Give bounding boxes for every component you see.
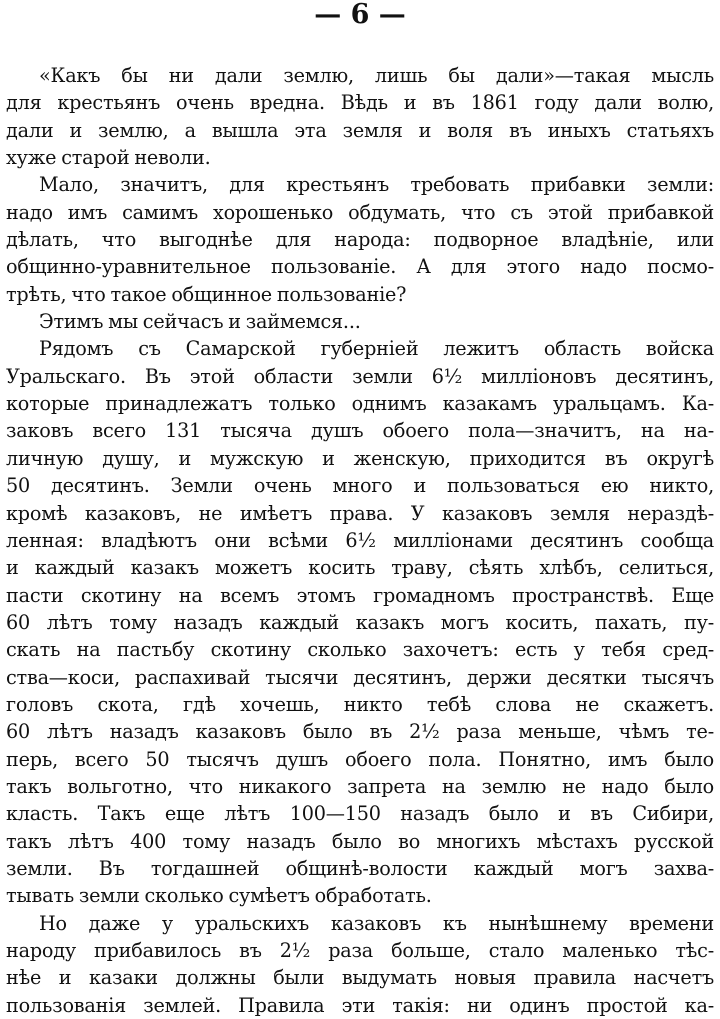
text-line: общинно-уравнительное пользованіе. А для этого надо посмо-	[6, 255, 714, 279]
text-line: личную душу, и мужскую и женскую, приходится въ округѣ	[6, 446, 714, 470]
text-line: перь, всего 50 тысячъ душъ обоего пола. Понятно, имъ было	[6, 747, 714, 771]
body-text	[6, 62, 714, 1019]
text-line: нѣе и казаки должны были выдумать новыя правила насчетъ	[6, 966, 714, 990]
text-line: ства—коси, распахивай тысячи десятинъ, держи десятки тысячъ	[6, 665, 714, 689]
text-line: тывать земли сколько сумѣетъ обработать.	[6, 884, 432, 908]
text-line: народу прибавилось въ 2½ раза больше, стало маленько тѣс-	[6, 939, 714, 962]
text-line: Этимъ мы сейчасъ и займемся...	[39, 310, 361, 334]
text-line: ленная: владѣютъ они всѣми 6½ милліонами десятинъ сообща	[6, 528, 714, 552]
text-line: 60 лѣтъ тому назадъ каждый казакъ могъ косить, пахать, пу-	[6, 610, 714, 634]
text-line: «Какъ бы ни дали землю, лишь бы дали»—такая мысль	[39, 64, 714, 87]
text-line: Мало, значитъ, для крестьянъ требовать прибавки земли:	[39, 173, 714, 197]
text-line: пользованія землей. Правила эти такія: ни одинъ простой ка-	[6, 993, 714, 1017]
text-line: Уральскаго. Въ этой области земли 6½ милліоновъ десятинъ,	[6, 364, 714, 388]
text-line: дѣлать, что выгоднѣе для народа: подворное владѣніе, или	[6, 228, 714, 252]
text-line: которые принадлежатъ только однимъ казакамъ уральцамъ. Ка-	[6, 392, 714, 416]
text-line: такъ лѣтъ 400 тому назадъ было во многихъ мѣстахъ русской	[6, 829, 714, 853]
text-line: такъ вольготно, что никакого запрета на землю не надо было	[6, 774, 714, 798]
page-number: — 6 —	[314, 0, 406, 30]
text-line: трѣть, что такое общинное пользованіе?	[6, 282, 407, 306]
text-line: 50 десятинъ. Земли очень много и пользоваться ею никто,	[6, 474, 714, 498]
text-line: Но даже у уральскихъ казаковъ къ нынѣшнему времени	[39, 911, 714, 935]
text-line: 60 лѣтъ назадъ казаковъ было въ 2½ раза меньше, чѣмъ те-	[6, 720, 714, 744]
text-line: головъ скота, гдѣ хочешь, никто тебѣ слова не скажетъ.	[6, 692, 714, 716]
text-line: и каждый казакъ можетъ косить траву, сѣять хлѣбъ, селиться,	[6, 556, 714, 580]
text-line: скать на пастьбу скотину сколько захочетъ: есть у тебя сред-	[6, 638, 714, 662]
text-line: кромѣ казаковъ, не имѣетъ права. У казаковъ земля нераздѣ-	[6, 501, 714, 525]
text-line: дали и землю, а вышла эта земля и воля въ иныхъ статьяхъ	[6, 118, 714, 142]
text-line: хуже старой неволи.	[6, 146, 211, 170]
text-line: Рядомъ съ Самарской губерніей лежитъ область войска	[39, 337, 714, 361]
text-line: заковъ всего 131 тысяча душъ обоего пола—значитъ, на на-	[6, 419, 714, 443]
text-line: надо имъ самимъ хорошенько обдумать, что съ этой прибавкой	[6, 200, 714, 224]
text-line: земли. Въ тогдашней общинѣ-волости каждый могъ захва-	[6, 856, 714, 880]
text-line: пасти скотину на всемъ этомъ громадномъ пространствѣ. Еще	[6, 583, 714, 607]
text-line: класть. Такъ еще лѣтъ 100—150 назадъ было и въ Сибири,	[6, 802, 714, 826]
text-line: для крестьянъ очень вредна. Вѣдь и въ 1861 году дали волю,	[6, 91, 714, 115]
